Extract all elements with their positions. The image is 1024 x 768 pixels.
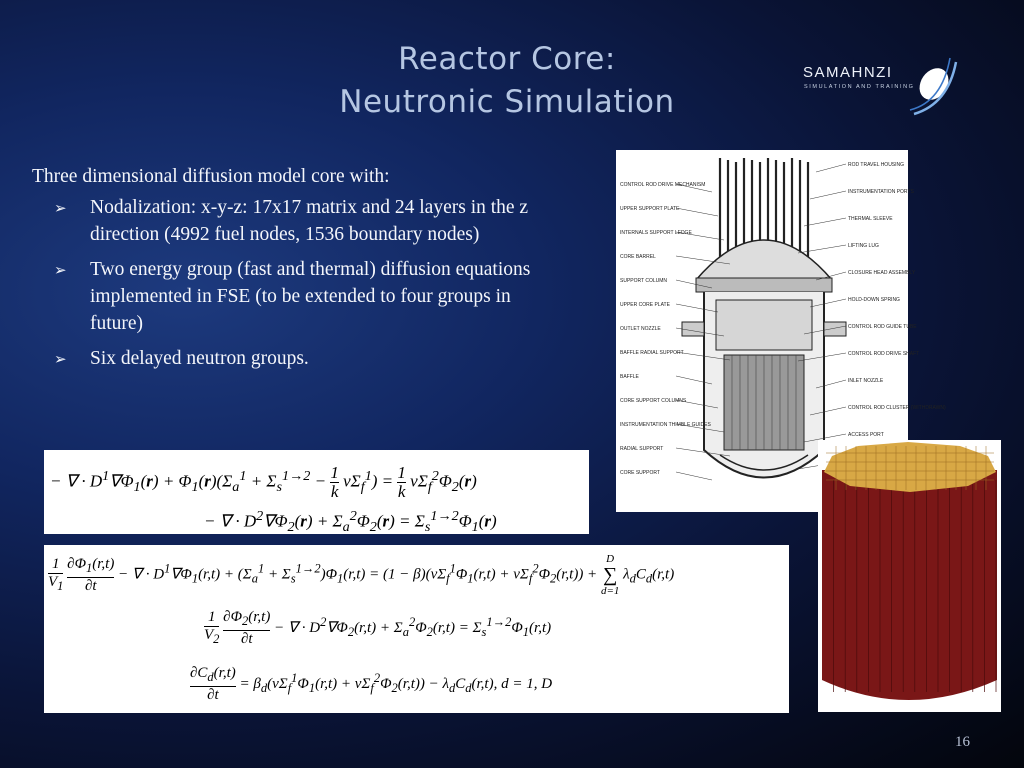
diagram-label: THERMAL SLEEVE	[848, 216, 893, 222]
diagram-label: UPPER SUPPORT PLATE	[620, 206, 680, 212]
diagram-label: HOLD-DOWN SPRING	[848, 297, 900, 303]
diagram-label: OUTLET NOZZLE	[620, 326, 661, 332]
core-3d-drawing	[818, 440, 1001, 712]
logo-tagline: SIMULATION AND TRAINING	[804, 84, 915, 90]
steady-state-equations	[44, 450, 589, 534]
diagram-label: BAFFLE	[620, 374, 639, 380]
diagram-label: ROD TRAVEL HOUSING	[848, 162, 905, 168]
bullet-text-2: Two energy group (fast and thermal) diffusion equations implemented in FSE (to be extended to four groups in future)	[90, 259, 531, 334]
content-text	[32, 163, 532, 380]
bullet-text-3: Six delayed neutron groups.	[90, 348, 309, 369]
arrow-bullet-icon: ➢	[54, 261, 67, 279]
logo-swoosh-icon	[908, 54, 960, 124]
arrow-bullet-icon: ➢	[54, 199, 67, 217]
kinetics-equations	[44, 545, 789, 713]
page-number: 16	[955, 734, 970, 750]
equation-fast-group: − ∇ · $D^1\nabla\Phi_1(r) + \Phi_1(r)(\Sigma_a^1 + \Sigma_s^{1\to 2}$ − $\frac{1}{k}$ $\nu\Sigma_f^1$) = $\frac{1}{k}$ $\nu\Sigma_f^2\Phi_2(r)$	[50, 463, 477, 501]
diagram-label: BAFFLE RADIAL SUPPORT	[620, 350, 684, 356]
diagram-label: SUPPORT COLUMN	[620, 278, 668, 284]
diagram-label: ACCESS PORT	[848, 432, 884, 438]
diagram-label: CLOSURE HEAD ASSEMBLY	[848, 270, 916, 276]
diagram-label: CONTROL ROD CLUSTER (WITHDRAWN)	[848, 405, 946, 411]
diagram-label: INLET NOZZLE	[848, 378, 884, 384]
diagram-label: CORE SUPPORT COLUMNS	[620, 398, 687, 404]
arrow-bullet-icon: ➢	[54, 350, 67, 368]
bullet-text-1: Nodalization: x-y-z: 17x17 matrix and 24 layers in the z direction (4992 fuel nodes, 1536 boundary nodes)	[90, 197, 529, 245]
diagram-label: CORE SUPPORT	[620, 470, 660, 476]
list-item	[32, 345, 532, 372]
equation-delayed-precursors: $\frac{\partial C_d(r,t)}{\partial t}$ = $\beta_d(\nu\Sigma_f^1\Phi_1(r,t) + \nu\Sigma_f^2\Phi_2(r,t)) - \lambda_dC_d(r,t)$, d = 1, D	[190, 665, 553, 703]
list-item	[32, 194, 532, 248]
diagram-label: RADIAL SUPPORT	[620, 446, 664, 452]
samahnzi-logo	[798, 54, 960, 124]
equation-kinetics-thermal: $\frac{1}{V_2}$ $\frac{\partial\Phi_2(r,t)}{\partial t}$ − ∇ · $D^2\nabla\Phi_2(r,t) + \Sigma_a^2\Phi_2(r,t) = \Sigma_s^{1\to 2}\Phi_1(r,t)$	[204, 609, 552, 647]
diagram-label: CONTROL ROD DRIVE SHAFT	[848, 351, 920, 357]
diagram-label: CONTROL ROD DRIVE MECHANISM	[620, 182, 706, 188]
diagram-label: INSTRUMENTATION THIMBLE GUIDES	[620, 422, 711, 428]
equation-thermal-group: − ∇ · $D^2\nabla\Phi_2(r) + \Sigma_a^2\Phi_2(r) = \Sigma_s^{1\to 2}\Phi_1(r)$	[204, 508, 497, 536]
diagram-label: LIFTING LUG	[848, 243, 879, 249]
equation-kinetics-fast: $\frac{1}{V_1}$ $\frac{\partial\Phi_1(r,t)}{\partial t}$ − ∇ · $D^1\nabla\Phi_1(r,t) + (\Sigma_a^1 + \Sigma_s^{1\to 2})\Phi_1(r,t) = (1 - \beta)(\nu\Sigma_f^1\Phi_1(r,t) + \nu\Sigma_f^2\Phi_2(r,t))$ + D ∑ d=1 $\lambda_dC_d(r,t)$	[48, 553, 675, 597]
title-line-1: Reactor Core:	[398, 41, 616, 77]
diagram-label: INSTRUMENTATION PORTS	[848, 189, 914, 195]
logo-name: SAMAHNZI	[803, 64, 893, 81]
diagram-label: UPPER CORE PLATE	[620, 302, 670, 308]
core-3d-rendering	[818, 440, 1001, 712]
list-item	[32, 256, 532, 337]
intro-text: Three dimensional diffusion model core with:	[32, 166, 390, 187]
diagram-label: INTERNALS SUPPORT LEDGE	[620, 230, 692, 236]
bullet-list	[32, 194, 532, 372]
title-line-2: Neutronic Simulation	[339, 84, 675, 120]
diagram-label: CONTROL ROD GUIDE TUBE	[848, 324, 917, 330]
diagram-label: CORE BARREL	[620, 254, 656, 260]
